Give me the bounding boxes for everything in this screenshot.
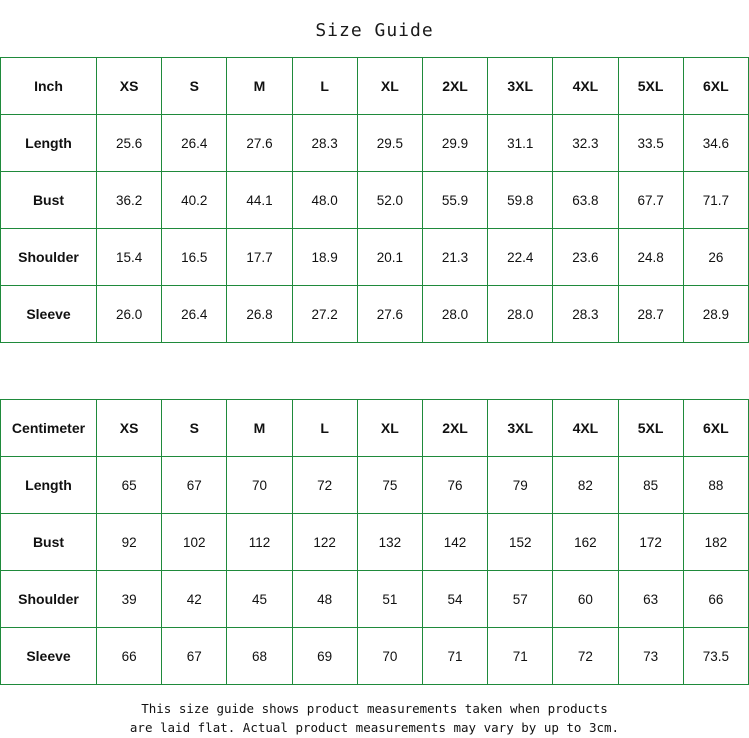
column-header-size: 5XL xyxy=(618,400,683,457)
unit-label-centimeter: Centimeter xyxy=(1,400,97,457)
row-label: Sleeve xyxy=(1,628,97,685)
measurement-cell: 70 xyxy=(357,628,422,685)
table-row xyxy=(1,571,749,628)
measurement-cell: 40.2 xyxy=(162,172,227,229)
table-header-row xyxy=(1,58,749,115)
measurement-cell: 54 xyxy=(422,571,487,628)
table-row xyxy=(1,172,749,229)
column-header-size: M xyxy=(227,400,292,457)
measurement-cell: 29.5 xyxy=(357,115,422,172)
measurement-cell: 31.1 xyxy=(488,115,553,172)
column-header-size: 2XL xyxy=(422,400,487,457)
column-header-size: 3XL xyxy=(488,58,553,115)
column-header-size: XL xyxy=(357,400,422,457)
measurement-cell: 51 xyxy=(357,571,422,628)
measurement-cell: 82 xyxy=(553,457,618,514)
row-label: Length xyxy=(1,457,97,514)
row-label: Sleeve xyxy=(1,286,97,343)
measurement-cell: 65 xyxy=(97,457,162,514)
measurement-cell: 142 xyxy=(422,514,487,571)
column-header-size: L xyxy=(292,400,357,457)
measurement-cell: 152 xyxy=(488,514,553,571)
measurement-cell: 66 xyxy=(97,628,162,685)
column-header-size: 6XL xyxy=(683,400,748,457)
measurement-cell: 172 xyxy=(618,514,683,571)
measurement-cell: 36.2 xyxy=(97,172,162,229)
column-header-size: XS xyxy=(97,58,162,115)
measurement-cell: 67 xyxy=(162,457,227,514)
table-row xyxy=(1,628,749,685)
column-header-size: 4XL xyxy=(553,400,618,457)
column-header-size: 5XL xyxy=(618,58,683,115)
column-header-size: 3XL xyxy=(488,400,553,457)
column-header-size: XS xyxy=(97,400,162,457)
measurement-cell: 72 xyxy=(553,628,618,685)
measurement-cell: 132 xyxy=(357,514,422,571)
footnote-line-1: This size guide shows product measurements taken when products xyxy=(141,701,608,716)
measurement-cell: 26.4 xyxy=(162,115,227,172)
measurement-cell: 26.4 xyxy=(162,286,227,343)
measurement-cell: 48.0 xyxy=(292,172,357,229)
column-header-size: 4XL xyxy=(553,58,618,115)
measurement-cell: 66 xyxy=(683,571,748,628)
measurement-cell: 102 xyxy=(162,514,227,571)
measurement-cell: 21.3 xyxy=(422,229,487,286)
measurement-cell: 28.3 xyxy=(292,115,357,172)
page-title: Size Guide xyxy=(315,20,434,41)
measurement-cell: 23.6 xyxy=(553,229,618,286)
measurement-cell: 16.5 xyxy=(162,229,227,286)
column-header-size: 2XL xyxy=(422,58,487,115)
measurement-cell: 71 xyxy=(488,628,553,685)
measurement-cell: 75 xyxy=(357,457,422,514)
measurement-cell: 57 xyxy=(488,571,553,628)
measurement-cell: 59.8 xyxy=(488,172,553,229)
measurement-cell: 32.3 xyxy=(553,115,618,172)
table-header-row xyxy=(1,400,749,457)
measurement-cell: 69 xyxy=(292,628,357,685)
unit-label-inch: Inch xyxy=(1,58,97,115)
measurement-cell: 28.7 xyxy=(618,286,683,343)
measurement-cell: 28.0 xyxy=(488,286,553,343)
table-row xyxy=(1,457,749,514)
measurement-cell: 17.7 xyxy=(227,229,292,286)
centimeter-size-table xyxy=(0,399,749,685)
measurement-cell: 67 xyxy=(162,628,227,685)
measurement-cell: 67.7 xyxy=(618,172,683,229)
row-label: Bust xyxy=(1,514,97,571)
measurement-cell: 76 xyxy=(422,457,487,514)
measurement-cell: 55.9 xyxy=(422,172,487,229)
measurement-cell: 92 xyxy=(97,514,162,571)
measurement-cell: 28.3 xyxy=(553,286,618,343)
measurement-cell: 26.0 xyxy=(97,286,162,343)
row-label: Bust xyxy=(1,172,97,229)
table-row xyxy=(1,514,749,571)
measurement-cell: 34.6 xyxy=(683,115,748,172)
measurement-cell: 52.0 xyxy=(357,172,422,229)
measurement-cell: 15.4 xyxy=(97,229,162,286)
measurement-cell: 42 xyxy=(162,571,227,628)
measurement-cell: 20.1 xyxy=(357,229,422,286)
measurement-cell: 27.6 xyxy=(227,115,292,172)
measurement-cell: 88 xyxy=(683,457,748,514)
measurement-cell: 112 xyxy=(227,514,292,571)
measurement-cell: 73.5 xyxy=(683,628,748,685)
measurement-cell: 28.0 xyxy=(422,286,487,343)
column-header-size: 6XL xyxy=(683,58,748,115)
measurement-cell: 63.8 xyxy=(553,172,618,229)
measurement-cell: 33.5 xyxy=(618,115,683,172)
inch-size-table xyxy=(0,57,749,343)
row-label: Shoulder xyxy=(1,571,97,628)
column-header-size: M xyxy=(227,58,292,115)
measurement-cell: 27.6 xyxy=(357,286,422,343)
measurement-cell: 71.7 xyxy=(683,172,748,229)
measurement-cell: 85 xyxy=(618,457,683,514)
measurement-cell: 60 xyxy=(553,571,618,628)
measurement-cell: 122 xyxy=(292,514,357,571)
measurement-cell: 182 xyxy=(683,514,748,571)
inch-table-wrapper xyxy=(0,57,749,343)
measurement-cell: 22.4 xyxy=(488,229,553,286)
measurement-cell: 73 xyxy=(618,628,683,685)
measurement-cell: 63 xyxy=(618,571,683,628)
measurement-cell: 24.8 xyxy=(618,229,683,286)
measurement-cell: 29.9 xyxy=(422,115,487,172)
measurement-cell: 28.9 xyxy=(683,286,748,343)
measurement-cell: 18.9 xyxy=(292,229,357,286)
centimeter-table-wrapper xyxy=(0,399,749,685)
table-row xyxy=(1,229,749,286)
column-header-size: L xyxy=(292,58,357,115)
table-row xyxy=(1,115,749,172)
measurement-cell: 68 xyxy=(227,628,292,685)
table-spacer xyxy=(0,343,749,399)
measurement-cell: 26.8 xyxy=(227,286,292,343)
row-label: Length xyxy=(1,115,97,172)
measurement-cell: 25.6 xyxy=(97,115,162,172)
row-label: Shoulder xyxy=(1,229,97,286)
measurement-cell: 72 xyxy=(292,457,357,514)
table-row xyxy=(1,286,749,343)
column-header-size: S xyxy=(162,58,227,115)
footnote-line-2: are laid flat. Actual product measurements may vary by up to 3cm. xyxy=(129,720,620,736)
measurement-cell: 26 xyxy=(683,229,748,286)
column-header-size: S xyxy=(162,400,227,457)
measurement-cell: 45 xyxy=(227,571,292,628)
measurement-cell: 48 xyxy=(292,571,357,628)
measurement-cell: 39 xyxy=(97,571,162,628)
measurement-cell: 70 xyxy=(227,457,292,514)
measurement-cell: 27.2 xyxy=(292,286,357,343)
measurement-cell: 79 xyxy=(488,457,553,514)
column-header-size: XL xyxy=(357,58,422,115)
measurement-cell: 44.1 xyxy=(227,172,292,229)
measurement-cell: 71 xyxy=(422,628,487,685)
measurement-cell: 162 xyxy=(553,514,618,571)
